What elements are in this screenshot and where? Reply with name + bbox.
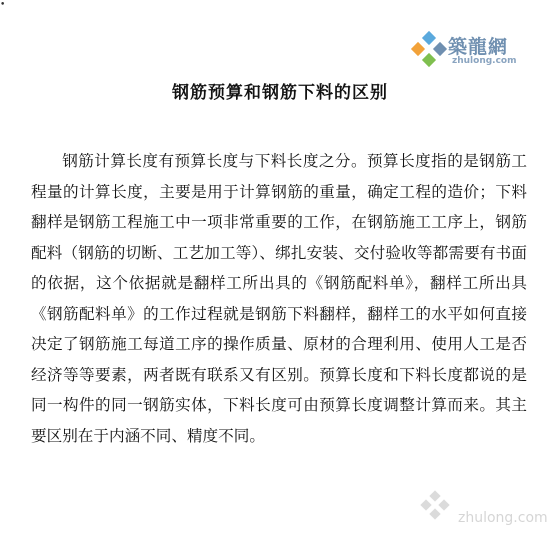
page-corner-mark: •	[0, 0, 6, 10]
watermark-logo-icon	[420, 490, 450, 520]
document-title: 钢筋预算和钢筋下料的区别	[172, 83, 388, 103]
zhulong-logo	[410, 30, 530, 72]
watermark-text: zhulong.com	[458, 510, 548, 526]
logo-name: 築龍網	[448, 36, 509, 58]
logo-domain: zhulong.com	[452, 56, 517, 66]
watermark	[420, 490, 548, 536]
zhulong-logo-icon	[410, 30, 448, 68]
document-body: 钢筋计算长度有预算长度与下料长度之分。预算长度指的是钢筋工程量的计算长度，主要是用于计算钢筋的重量，确定工程的造价；下料翻样是钢筋工程施工中一项非常重要的工作，在钢筋施工工序上，钢筋配料（钢筋的切断、工艺加工等）、绑扎安装、交付验收等都需要有书面的依据，这个依据就是翻样工所出具的《钢筋配料单》，翻样工所出具《钢筋配料单》的工作过程就是钢筋下料翻样，翻样工的水平如何直接决定了钢筋施工每道工序的操作质量、原材的合理利用、使用人工是否经济等等要素，两者既有联系又有区别。预算长度和下料长度都说的是同一构件的同一钢筋实体，下料长度可由预算长度调整计算而来。其主要区别在于内涵不同、精度不同。	[31, 152, 527, 445]
